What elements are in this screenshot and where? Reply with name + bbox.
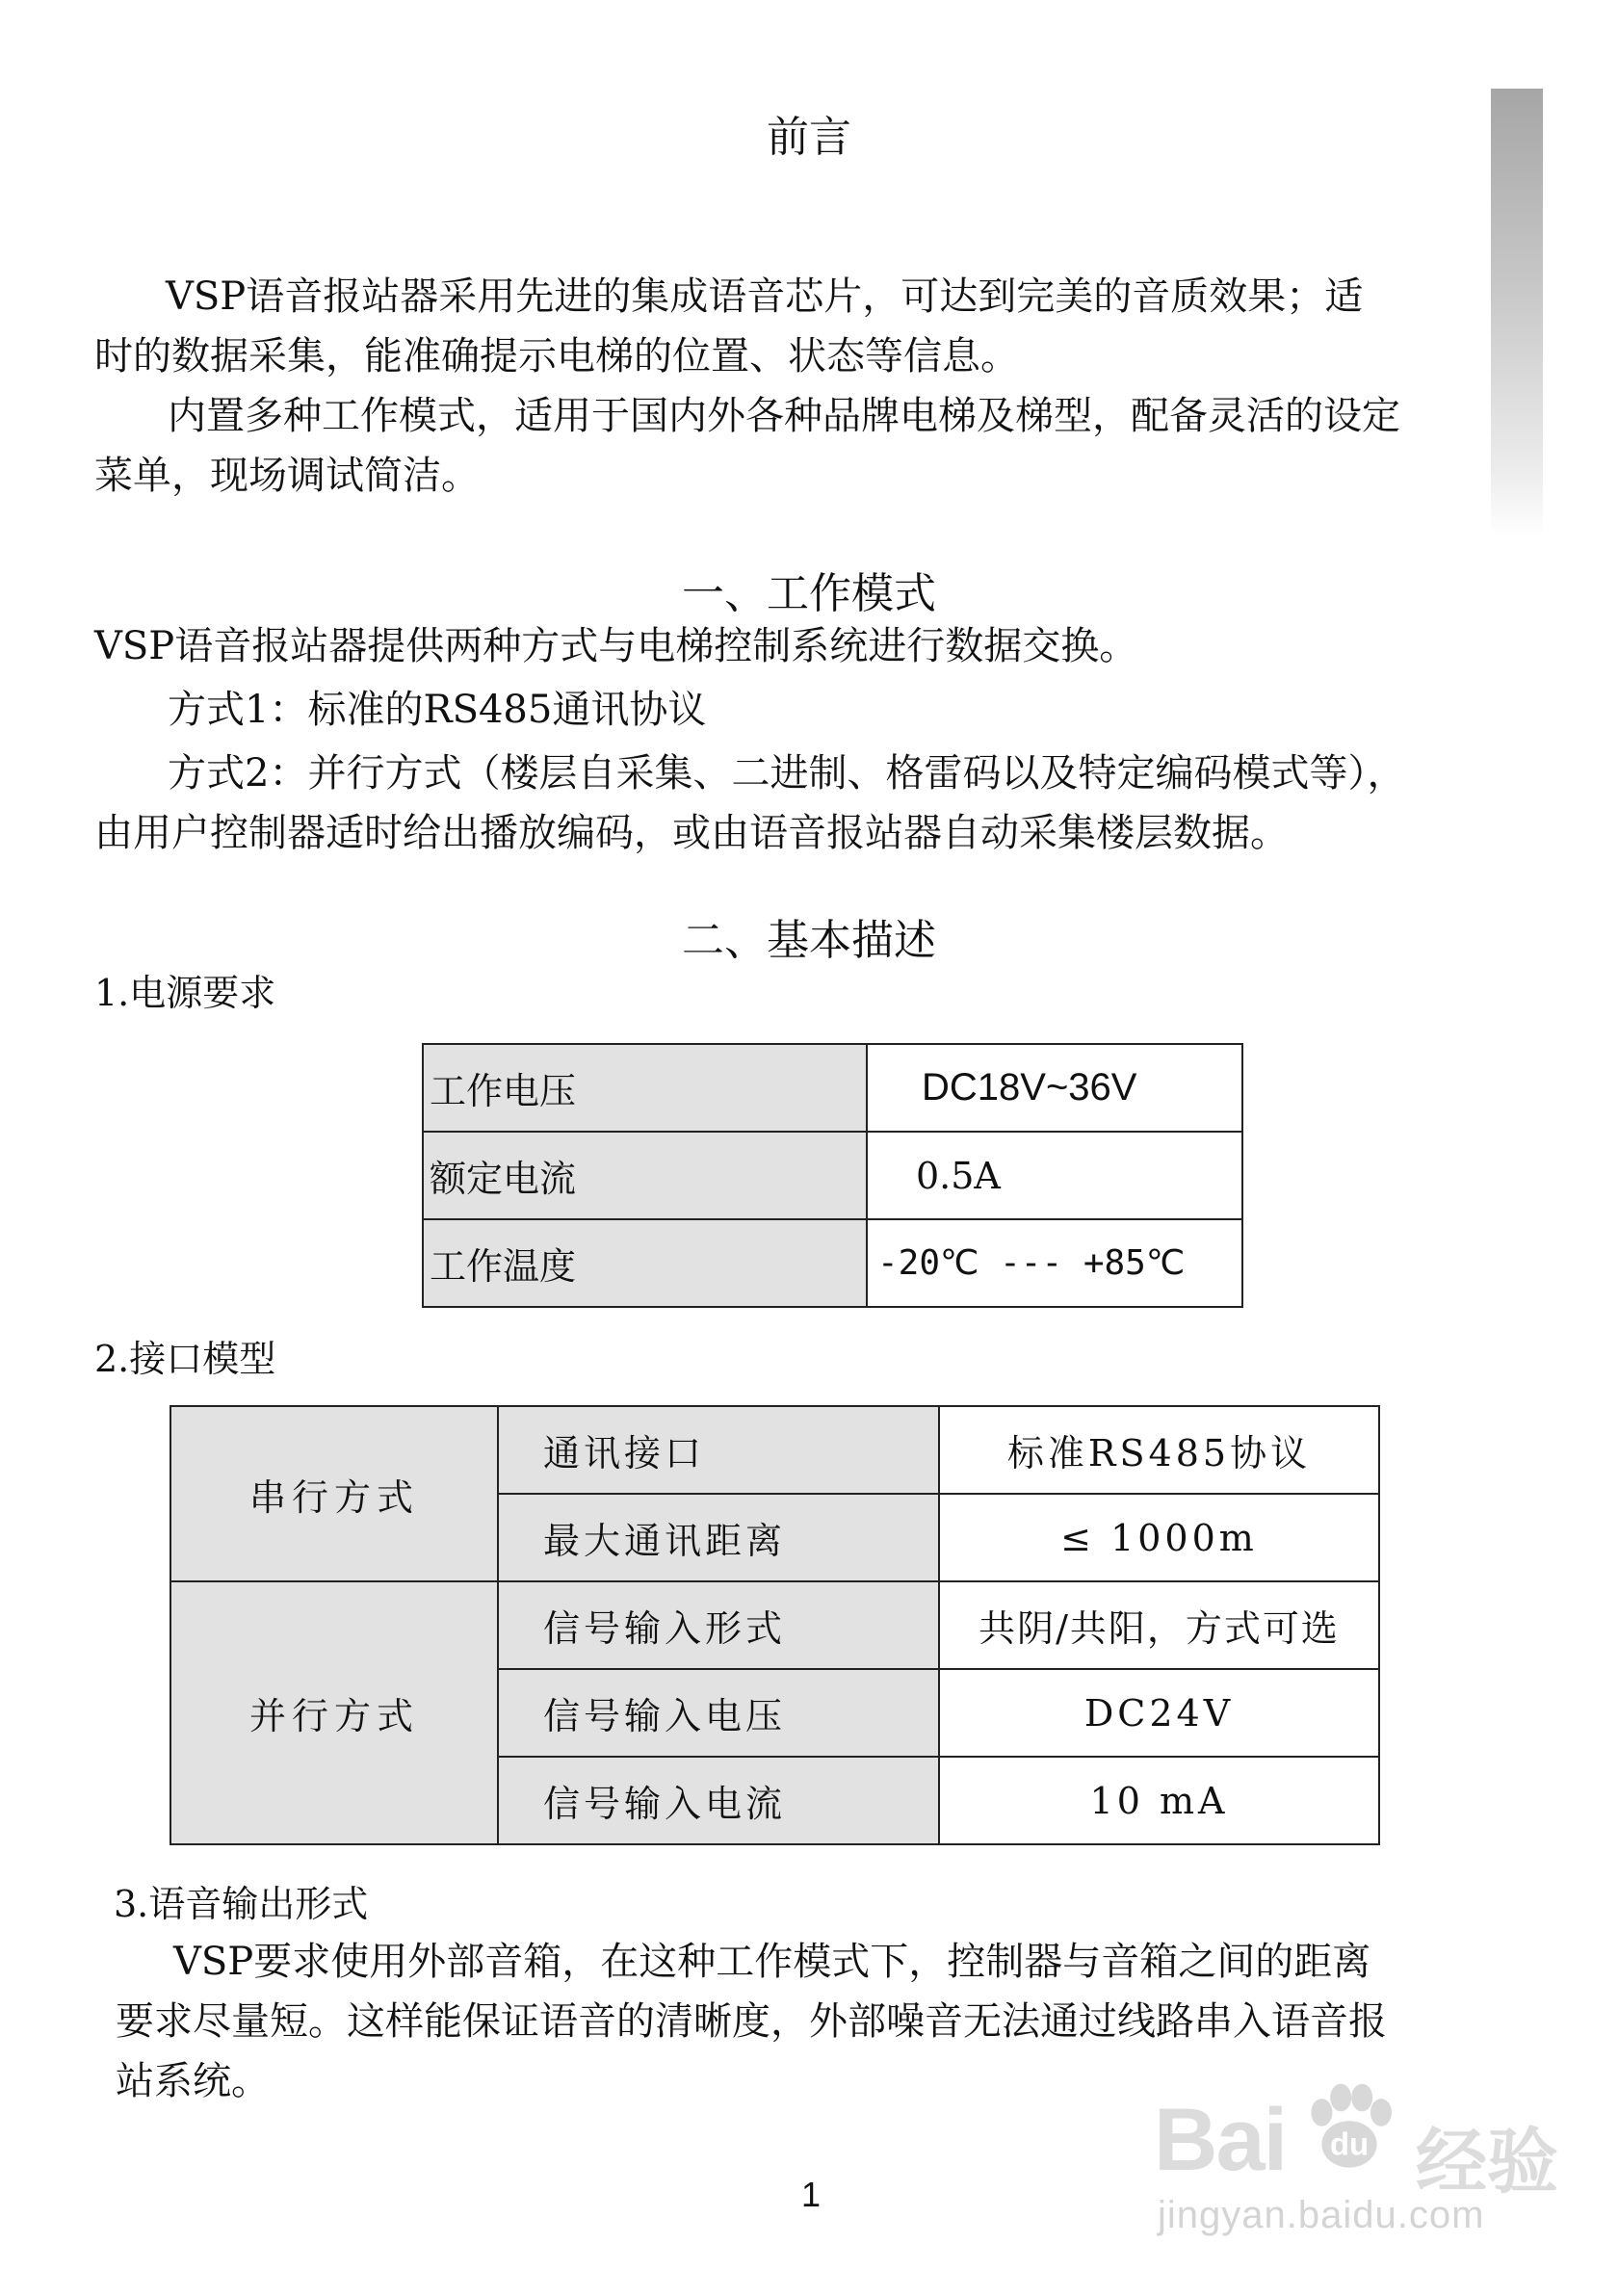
interface-value: DC24V bbox=[939, 1669, 1379, 1757]
section1-mode2-line2: 由用户控制器适时给出播放编码，或由语音报站器自动采集楼层数据。 bbox=[94, 811, 1289, 855]
watermark-url: jingyan.baidu.com bbox=[1158, 2194, 1485, 2236]
section1-mode2-line1: 方式2：并行方式（楼层自采集、二进制、格雷码以及特定编码模式等）， bbox=[168, 751, 1406, 796]
audio-heading: 3.语音输出形式 bbox=[114, 1883, 369, 1925]
table-row bbox=[170, 1581, 1379, 1669]
section1-body bbox=[94, 616, 1462, 863]
power-heading: 1.电源要求 bbox=[94, 972, 276, 1014]
power-label: 工作温度 bbox=[423, 1219, 867, 1307]
interface-value: 10 mA bbox=[939, 1757, 1379, 1844]
audio-line1: VSP要求使用外部音箱，在这种工作模式下，控制器与音箱之间的距离 bbox=[173, 1940, 1371, 1984]
page-number: 1 bbox=[801, 2175, 822, 2214]
power-table bbox=[422, 1043, 1243, 1308]
power-value: DC18V~36V bbox=[867, 1044, 1242, 1132]
audio-line2: 要求尽量短。这样能保证语音的清晰度，外部噪音无法通过线路串入语音报 bbox=[116, 1999, 1387, 2044]
preface-p1-line2: 时的数据采集，能准确提示电梯的位置、状态等信息。 bbox=[94, 334, 1019, 378]
preface-title: 前言 bbox=[767, 113, 851, 162]
power-label: 工作电压 bbox=[423, 1044, 867, 1132]
paw-icon bbox=[1296, 2076, 1402, 2182]
section1-title: 一、工作模式 bbox=[682, 569, 936, 618]
interface-key: 通讯接口 bbox=[498, 1406, 939, 1494]
interface-key: 信号输入电流 bbox=[498, 1757, 939, 1844]
power-value: -20℃ --- +85℃ bbox=[867, 1219, 1242, 1307]
interface-heading: 2.接口模型 bbox=[94, 1338, 276, 1380]
preface-p2-line2: 菜单，现场调试简洁。 bbox=[94, 454, 480, 498]
power-label: 额定电流 bbox=[423, 1132, 867, 1219]
interface-key: 信号输入形式 bbox=[498, 1581, 939, 1669]
table-row bbox=[423, 1044, 1242, 1132]
power-value: 0.5A bbox=[867, 1132, 1242, 1219]
interface-table bbox=[170, 1405, 1380, 1845]
interface-value: 标准RS485协议 bbox=[939, 1406, 1379, 1494]
section1-intro: VSP语音报站器提供两种方式与电梯控制系统进行数据交换。 bbox=[94, 624, 1138, 668]
watermark-du: du bbox=[1329, 2126, 1370, 2162]
section2-title: 二、基本描述 bbox=[682, 916, 936, 965]
section1-mode1: 方式1：标准的RS485通讯协议 bbox=[168, 688, 707, 732]
preface-p1-line1: VSP语音报站器采用先进的集成语音芯片，可达到完美的音质效果；适 bbox=[166, 274, 1364, 319]
table-row bbox=[423, 1219, 1242, 1307]
watermark-brand: Bai bbox=[1154, 2091, 1287, 2189]
watermark-cn: 经验 bbox=[1416, 2121, 1558, 2204]
baidu-watermark bbox=[1154, 2071, 1578, 2244]
interface-key: 最大通讯距离 bbox=[498, 1494, 939, 1581]
audio-line3: 站系统。 bbox=[116, 2059, 270, 2103]
preface-p2-line1: 内置多种工作模式，适用于国内外各种品牌电梯及梯型，配备灵活的设定 bbox=[168, 394, 1400, 438]
interface-value: 共阴/共阳，方式可选 bbox=[939, 1581, 1379, 1669]
preface-paragraph-1 bbox=[94, 267, 1462, 506]
table-row bbox=[170, 1406, 1379, 1494]
parallel-group-cell: 并行方式 bbox=[170, 1581, 498, 1844]
serial-group-cell: 串行方式 bbox=[170, 1406, 498, 1581]
table-row bbox=[423, 1132, 1242, 1219]
interface-value: ≤ 1000m bbox=[939, 1494, 1379, 1581]
interface-key: 信号输入电压 bbox=[498, 1669, 939, 1757]
